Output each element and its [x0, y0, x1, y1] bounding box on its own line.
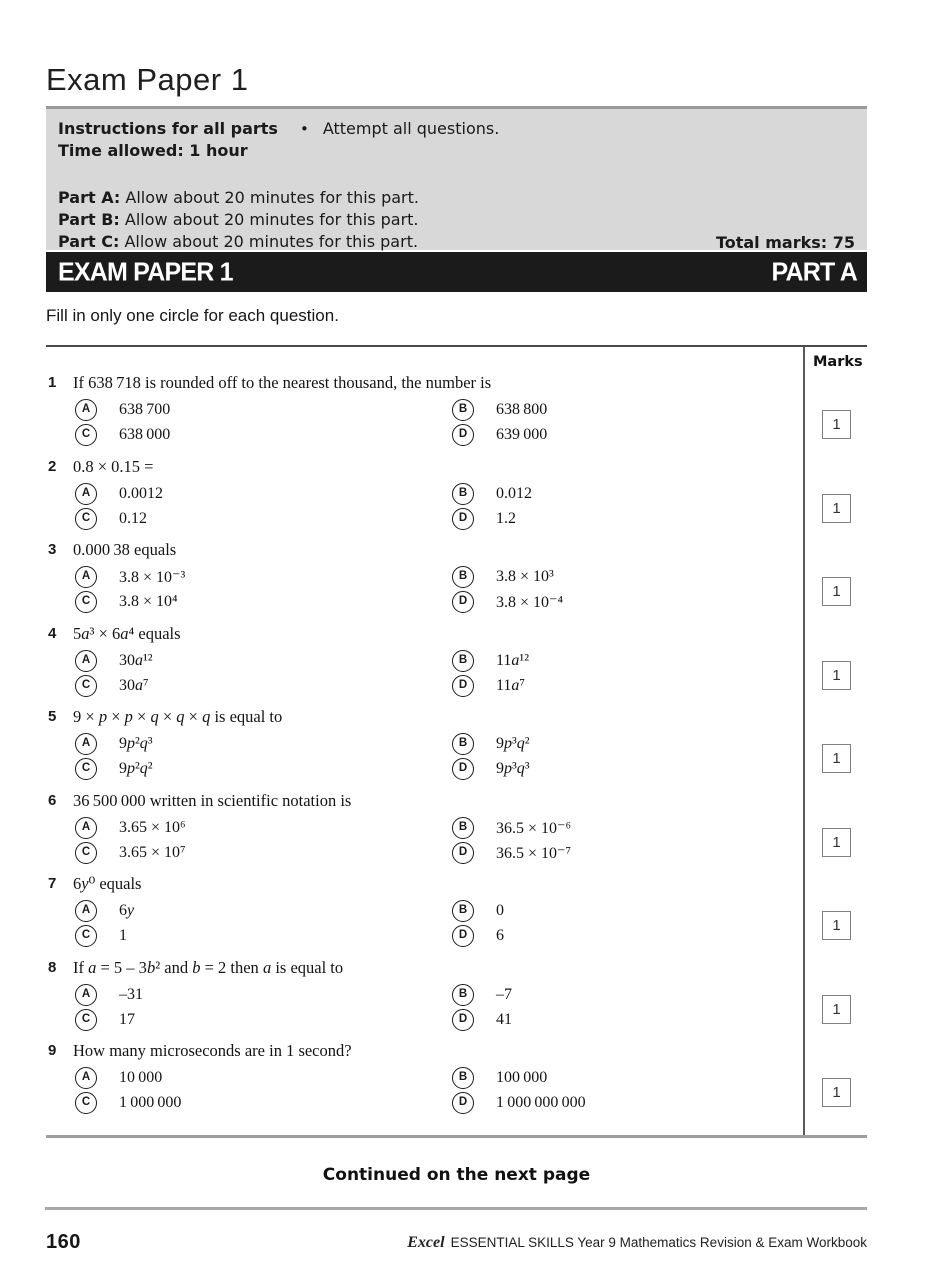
option-letter: C [81, 428, 91, 441]
option-letter-circle[interactable] [75, 508, 97, 530]
option-letter-circle[interactable] [75, 1092, 97, 1114]
options-grid [46, 482, 796, 532]
question-stem: How many microseconds are in 1 second? [73, 1041, 352, 1060]
part-row-b [58, 209, 855, 231]
option-b[interactable] [452, 398, 547, 422]
option-c[interactable] [75, 1091, 181, 1115]
option-b[interactable] [452, 482, 532, 506]
option-text: 9p³q² [496, 735, 530, 752]
options-grid [46, 816, 796, 866]
option-text: 638 700 [119, 401, 171, 418]
part-text: Allow about 20 minutes for this part. [125, 188, 419, 207]
option-text: 9p²q³ [119, 735, 153, 752]
option-letter: B [458, 403, 468, 416]
option-letter: B [458, 570, 468, 583]
options-grid [46, 649, 796, 699]
option-text: 9p²q² [119, 760, 153, 777]
option-a[interactable] [75, 482, 163, 506]
options-grid [46, 398, 796, 448]
option-text: 0 [496, 902, 504, 919]
option-d[interactable] [452, 841, 571, 865]
question [46, 457, 796, 532]
option-text: 41 [496, 1010, 512, 1028]
option-letter: D [458, 762, 468, 775]
question-number: 9 [48, 1042, 57, 1059]
marks-box: 1 [822, 577, 851, 606]
question-stem: If a = 5 – 3b² and b = 2 then a is equal to [73, 957, 344, 977]
instructions-box [46, 106, 867, 250]
option-b[interactable] [452, 732, 530, 756]
option-c[interactable] [75, 674, 149, 698]
option-letter: C [81, 762, 91, 775]
option-a[interactable] [75, 398, 170, 422]
marks-box: 1 [822, 744, 851, 773]
continued-note: Continued on the next page [322, 1165, 591, 1185]
option-letter-circle[interactable] [452, 1009, 474, 1031]
question-stem: 0.000 38 equals [73, 540, 177, 559]
option-a[interactable] [75, 816, 186, 840]
brand-name: Excel [407, 1234, 445, 1251]
option-d[interactable] [452, 1008, 512, 1032]
option-d[interactable] [452, 757, 530, 781]
option-letter: C [81, 1012, 91, 1025]
question [46, 874, 796, 949]
question-stem: 5a³ × 6a⁴ equals [73, 623, 181, 643]
option-letter-circle[interactable] [452, 925, 474, 947]
option-text: 3.8 × 10³ [496, 568, 554, 585]
question-number: 6 [48, 791, 57, 809]
question-number: 1 [48, 374, 57, 391]
option-letter-circle[interactable] [75, 483, 97, 505]
option-text: 0.012 [496, 484, 532, 502]
option-text: 30a¹² [119, 651, 153, 669]
option-letter: C [81, 1096, 91, 1109]
parts-list [58, 187, 855, 253]
option-a[interactable] [75, 565, 185, 589]
option-letter-circle[interactable] [452, 591, 474, 613]
option-letter: B [458, 820, 468, 833]
marks-box: 1 [822, 828, 851, 857]
option-text: –31 [119, 985, 143, 1003]
option-letter-circle[interactable] [452, 900, 474, 922]
option-d[interactable] [452, 507, 516, 531]
option-letter: B [458, 987, 468, 1000]
option-letter-circle[interactable] [452, 842, 474, 864]
options-grid [46, 899, 796, 949]
option-text: 17 [119, 1010, 135, 1028]
option-c[interactable] [75, 423, 170, 447]
option-letter: D [458, 1012, 468, 1025]
footer-rule [45, 1207, 867, 1210]
question [46, 958, 796, 1033]
option-letter: B [458, 486, 468, 499]
option-text: 36.5 × 10⁻⁶ [496, 819, 572, 837]
option-letter-circle[interactable] [452, 1092, 474, 1114]
marks-box: 1 [822, 911, 851, 940]
marks-box: 1 [822, 1078, 851, 1107]
option-letter: D [458, 1096, 468, 1109]
option-a[interactable] [75, 899, 134, 923]
option-c[interactable] [75, 757, 153, 781]
option-letter: B [458, 653, 468, 666]
fill-instruction: Fill in only one circle for each question. [46, 306, 339, 325]
question-stem: 0.8 × 0.15 = [73, 456, 154, 476]
option-text: 638 000 [119, 426, 171, 443]
option-letter: A [81, 570, 91, 583]
option-b[interactable] [452, 816, 571, 840]
instructions-heading: Instructions for all parts [58, 119, 278, 138]
footer-credit [407, 1234, 867, 1252]
option-a[interactable] [75, 983, 143, 1007]
questions-table [46, 345, 867, 1138]
question-stem: 6y⁰ equals [73, 874, 142, 893]
part-text: Allow about 20 minutes for this part. [124, 210, 419, 229]
part-text: Allow about 20 minutes for this part. [124, 232, 419, 251]
part-label: Part A: [58, 188, 121, 207]
option-a[interactable] [75, 1066, 162, 1090]
option-text: 11a⁷ [496, 676, 525, 694]
option-letter-circle[interactable] [452, 675, 474, 697]
option-letter: D [458, 845, 468, 858]
exam-banner [46, 252, 867, 292]
option-letter-circle[interactable] [75, 733, 97, 755]
option-letter: C [81, 678, 91, 691]
option-letter-circle[interactable] [452, 817, 474, 839]
option-text: 11a¹² [496, 651, 529, 669]
option-letter: D [458, 428, 468, 441]
option-d[interactable] [452, 1091, 586, 1115]
option-b[interactable] [452, 649, 529, 673]
option-text: –7 [496, 985, 512, 1003]
option-letter-circle[interactable] [75, 817, 97, 839]
part-label: Part B: [58, 210, 120, 229]
option-c[interactable] [75, 841, 186, 865]
option-letter: B [458, 904, 468, 917]
option-letter-circle[interactable] [452, 399, 474, 421]
option-text: 6y [119, 902, 135, 919]
option-text: 1.2 [496, 509, 516, 527]
option-letter: A [81, 1071, 91, 1084]
instructions-row [58, 118, 855, 140]
option-text: 1 000 000 000 [496, 1094, 586, 1111]
marks-box: 1 [822, 410, 851, 439]
banner-part: PART A [771, 256, 857, 287]
option-letter: C [81, 511, 91, 524]
option-letter: A [81, 737, 91, 750]
option-text: 30a⁷ [119, 676, 149, 694]
page-title: Exam Paper 1 [46, 62, 249, 97]
option-text: 36.5 × 10⁻⁷ [496, 844, 572, 862]
part-label: Part C: [58, 232, 120, 251]
option-c[interactable] [75, 507, 147, 531]
total-marks: Total marks: 75 [715, 233, 855, 252]
marks-box: 1 [822, 661, 851, 690]
option-letter-circle[interactable] [452, 1067, 474, 1089]
option-letter-circle[interactable] [75, 842, 97, 864]
option-letter-circle[interactable] [75, 566, 97, 588]
option-d[interactable] [452, 924, 504, 948]
option-letter-circle[interactable] [75, 984, 97, 1006]
option-text: 638 800 [496, 401, 548, 418]
option-d[interactable] [452, 590, 563, 614]
option-letter-circle[interactable] [452, 650, 474, 672]
option-text: 3.8 × 10⁴ [119, 593, 178, 610]
time-allowed: Time allowed: 1 hour [58, 141, 248, 160]
option-text: 10 000 [119, 1069, 163, 1086]
option-letter: A [81, 904, 91, 917]
option-c[interactable] [75, 590, 178, 614]
option-text: 1 [119, 927, 127, 944]
marks-column [803, 347, 867, 1135]
options-grid [46, 565, 796, 615]
question-stem: 36 500 000 written in scientific notation is [73, 790, 352, 810]
option-c[interactable] [75, 1008, 135, 1032]
question [46, 373, 796, 448]
question-number: 7 [48, 875, 57, 892]
question-stem: If 638 718 is rounded off to the nearest thousand, the number is [73, 373, 492, 392]
option-d[interactable] [452, 423, 547, 447]
option-letter: A [81, 403, 91, 416]
option-text: 3.65 × 10⁶ [119, 818, 186, 836]
option-letter-circle[interactable] [75, 758, 97, 780]
option-letter: B [458, 737, 468, 750]
option-letter: A [81, 653, 91, 666]
option-text: 639 000 [496, 426, 548, 443]
marks-header: Marks [813, 354, 863, 370]
bullet-icon: • [299, 120, 309, 138]
book-title: ESSENTIAL SKILLS Year 9 Mathematics Revision & Exam Workbook [450, 1235, 867, 1250]
option-letter: C [81, 595, 91, 608]
option-letter-circle[interactable] [452, 758, 474, 780]
option-letter-circle[interactable] [75, 925, 97, 947]
attempt-note: Attempt all questions. [322, 119, 500, 138]
option-letter-circle[interactable] [452, 508, 474, 530]
option-text: 0.0012 [119, 484, 163, 502]
option-letter-circle[interactable] [452, 984, 474, 1006]
options-grid [46, 1066, 796, 1116]
option-c[interactable] [75, 924, 127, 948]
question-number: 2 [48, 457, 57, 475]
marks-box: 1 [822, 494, 851, 523]
question [46, 707, 796, 782]
marks-box: 1 [822, 995, 851, 1024]
option-d[interactable] [452, 674, 525, 698]
option-letter-circle[interactable] [452, 566, 474, 588]
option-letter-circle[interactable] [75, 591, 97, 613]
option-b[interactable] [452, 899, 504, 923]
question-number: 4 [48, 624, 57, 642]
option-letter-circle[interactable] [75, 650, 97, 672]
option-letter-circle[interactable] [75, 1009, 97, 1031]
option-letter: B [458, 1071, 468, 1084]
option-letter-circle[interactable] [452, 733, 474, 755]
question-number: 5 [48, 708, 57, 725]
option-letter: C [81, 929, 91, 942]
part-row-a [58, 187, 855, 209]
option-text: 100 000 [496, 1069, 548, 1086]
option-letter: D [458, 511, 468, 524]
option-text: 3.8 × 10⁻³ [119, 569, 186, 586]
option-letter: C [81, 845, 91, 858]
options-grid [46, 732, 796, 782]
question-number: 8 [48, 958, 57, 976]
option-b[interactable] [452, 565, 554, 589]
question [46, 540, 796, 615]
question [46, 791, 796, 866]
question [46, 1041, 796, 1116]
option-letter: D [458, 929, 468, 942]
option-letter-circle[interactable] [75, 399, 97, 421]
option-text: 3.8 × 10⁻⁴ [496, 594, 564, 611]
option-b[interactable] [452, 1066, 547, 1090]
options-grid [46, 983, 796, 1033]
option-letter-circle[interactable] [75, 424, 97, 446]
option-a[interactable] [75, 732, 153, 756]
option-text: 3.65 × 10⁷ [119, 843, 186, 861]
page-number: 160 [46, 1231, 81, 1253]
option-letter: D [458, 678, 468, 691]
option-text: 6 [496, 927, 504, 944]
banner-title: EXAM PAPER 1 [58, 256, 233, 287]
option-letter: A [81, 486, 91, 499]
option-letter: A [81, 820, 91, 833]
question-stem: 9 × p × p × q × q × q is equal to [73, 707, 283, 726]
option-letter-circle[interactable] [75, 900, 97, 922]
option-a[interactable] [75, 649, 153, 673]
option-b[interactable] [452, 983, 512, 1007]
question [46, 624, 796, 699]
option-letter: D [458, 595, 468, 608]
option-letter: A [81, 987, 91, 1000]
option-text: 0.12 [119, 509, 147, 527]
question-number: 3 [48, 541, 57, 558]
option-letter-circle[interactable] [452, 483, 474, 505]
option-letter-circle[interactable] [75, 1067, 97, 1089]
option-text: 9p³q³ [496, 760, 530, 777]
option-text: 1 000 000 [119, 1094, 182, 1111]
option-letter-circle[interactable] [75, 675, 97, 697]
option-letter-circle[interactable] [452, 424, 474, 446]
